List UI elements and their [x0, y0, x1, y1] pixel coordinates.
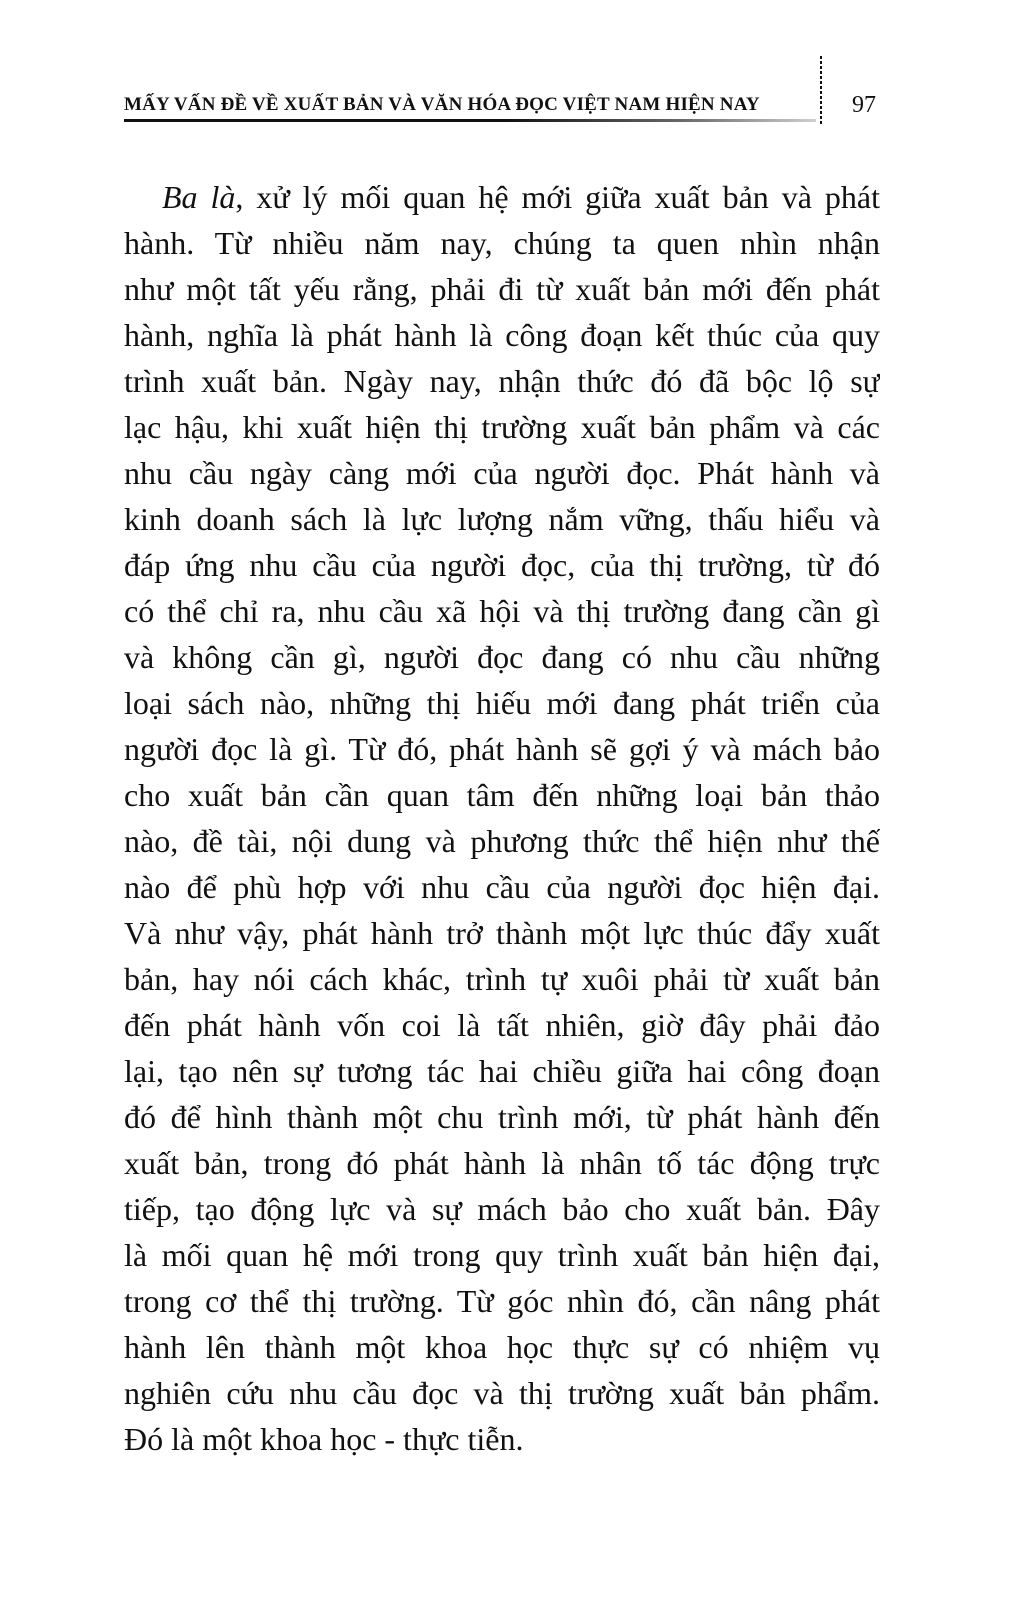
text-line: như một tất yếu rằng, phải đi từ xuất bản mới đến phát	[124, 271, 880, 307]
text-line-last: Đó là một khoa học - thực tiễn.	[124, 1421, 524, 1457]
running-title: MẤY VẤN ĐỀ VỀ XUẤT BẢN VÀ VĂN HÓA ĐỌC VIỆT NAM HIỆN NAY	[124, 94, 760, 115]
text-line: đó để hình thành một chu trình mới, từ phát hành đến	[124, 1099, 880, 1135]
header-rule	[124, 119, 816, 122]
text-line: người đọc là gì. Từ đó, phát hành sẽ gợi ý và mách bảo	[124, 731, 880, 767]
text-line: nghiên cứu nhu cầu đọc và thị trường xuất bản phẩm.	[124, 1375, 880, 1411]
text-line: xuất bản, trong đó phát hành là nhân tố tác động trực	[124, 1145, 880, 1181]
text-line: Và như vậy, phát hành trở thành một lực thúc đẩy xuất	[124, 915, 880, 951]
text-line: nào để phù hợp với nhu cầu của người đọc hiện đại.	[124, 869, 880, 905]
text-line: lại, tạo nên sự tương tác hai chiều giữa hai công đoạn	[124, 1053, 880, 1089]
vertical-ornament	[820, 56, 822, 124]
text-line: cho xuất bản cần quan tâm đến những loại bản thảo	[124, 777, 880, 813]
text-line: đến phát hành vốn coi là tất nhiên, giờ đây phải đảo	[124, 1007, 880, 1043]
text-line: nào, đề tài, nội dung và phương thức thể hiện như thế	[124, 823, 880, 859]
text-line: hành. Từ nhiều năm nay, chúng ta quen nhìn nhận	[124, 225, 880, 261]
text-line: có thể chỉ ra, nhu cầu xã hội và thị trường đang cần gì	[124, 593, 880, 629]
text-line: nhu cầu ngày càng mới của người đọc. Phát hành và	[124, 455, 880, 491]
text-line: hành lên thành một khoa học thực sự có nhiệm vụ	[124, 1329, 880, 1365]
text-line: và không cần gì, người đọc đang có nhu cầu những	[124, 639, 880, 675]
lead-italic-phrase: Ba là	[162, 179, 236, 215]
running-header	[124, 88, 816, 122]
page-number: 97	[852, 92, 876, 118]
text-line: tiếp, tạo động lực và sự mách bảo cho xuất bản. Đây	[124, 1191, 880, 1227]
text-line: bản, hay nói cách khác, trình tự xuôi phải từ xuất bản	[124, 961, 880, 997]
first-line-rest: , xử lý mối quan hệ mới giữa xuất bản và phát	[235, 179, 880, 215]
body-paragraph	[124, 174, 880, 1462]
text-line-1	[124, 174, 880, 220]
text-line: trong cơ thể thị trường. Từ góc nhìn đó, cần nâng phát	[124, 1283, 880, 1319]
text-line: hành, nghĩa là phát hành là công đoạn kết thúc của quy	[124, 317, 880, 353]
text-line: trình xuất bản. Ngày nay, nhận thức đó đã bộc lộ sự	[124, 363, 880, 399]
text-line: là mối quan hệ mới trong quy trình xuất bản hiện đại,	[124, 1237, 880, 1273]
text-line: lạc hậu, khi xuất hiện thị trường xuất bản phẩm và các	[124, 409, 880, 445]
text-line: kinh doanh sách là lực lượng nắm vững, thấu hiểu và	[124, 501, 880, 537]
text-line: loại sách nào, những thị hiếu mới đang phát triển của	[124, 685, 880, 721]
text-line: đáp ứng nhu cầu của người đọc, của thị trường, từ đó	[124, 547, 880, 583]
